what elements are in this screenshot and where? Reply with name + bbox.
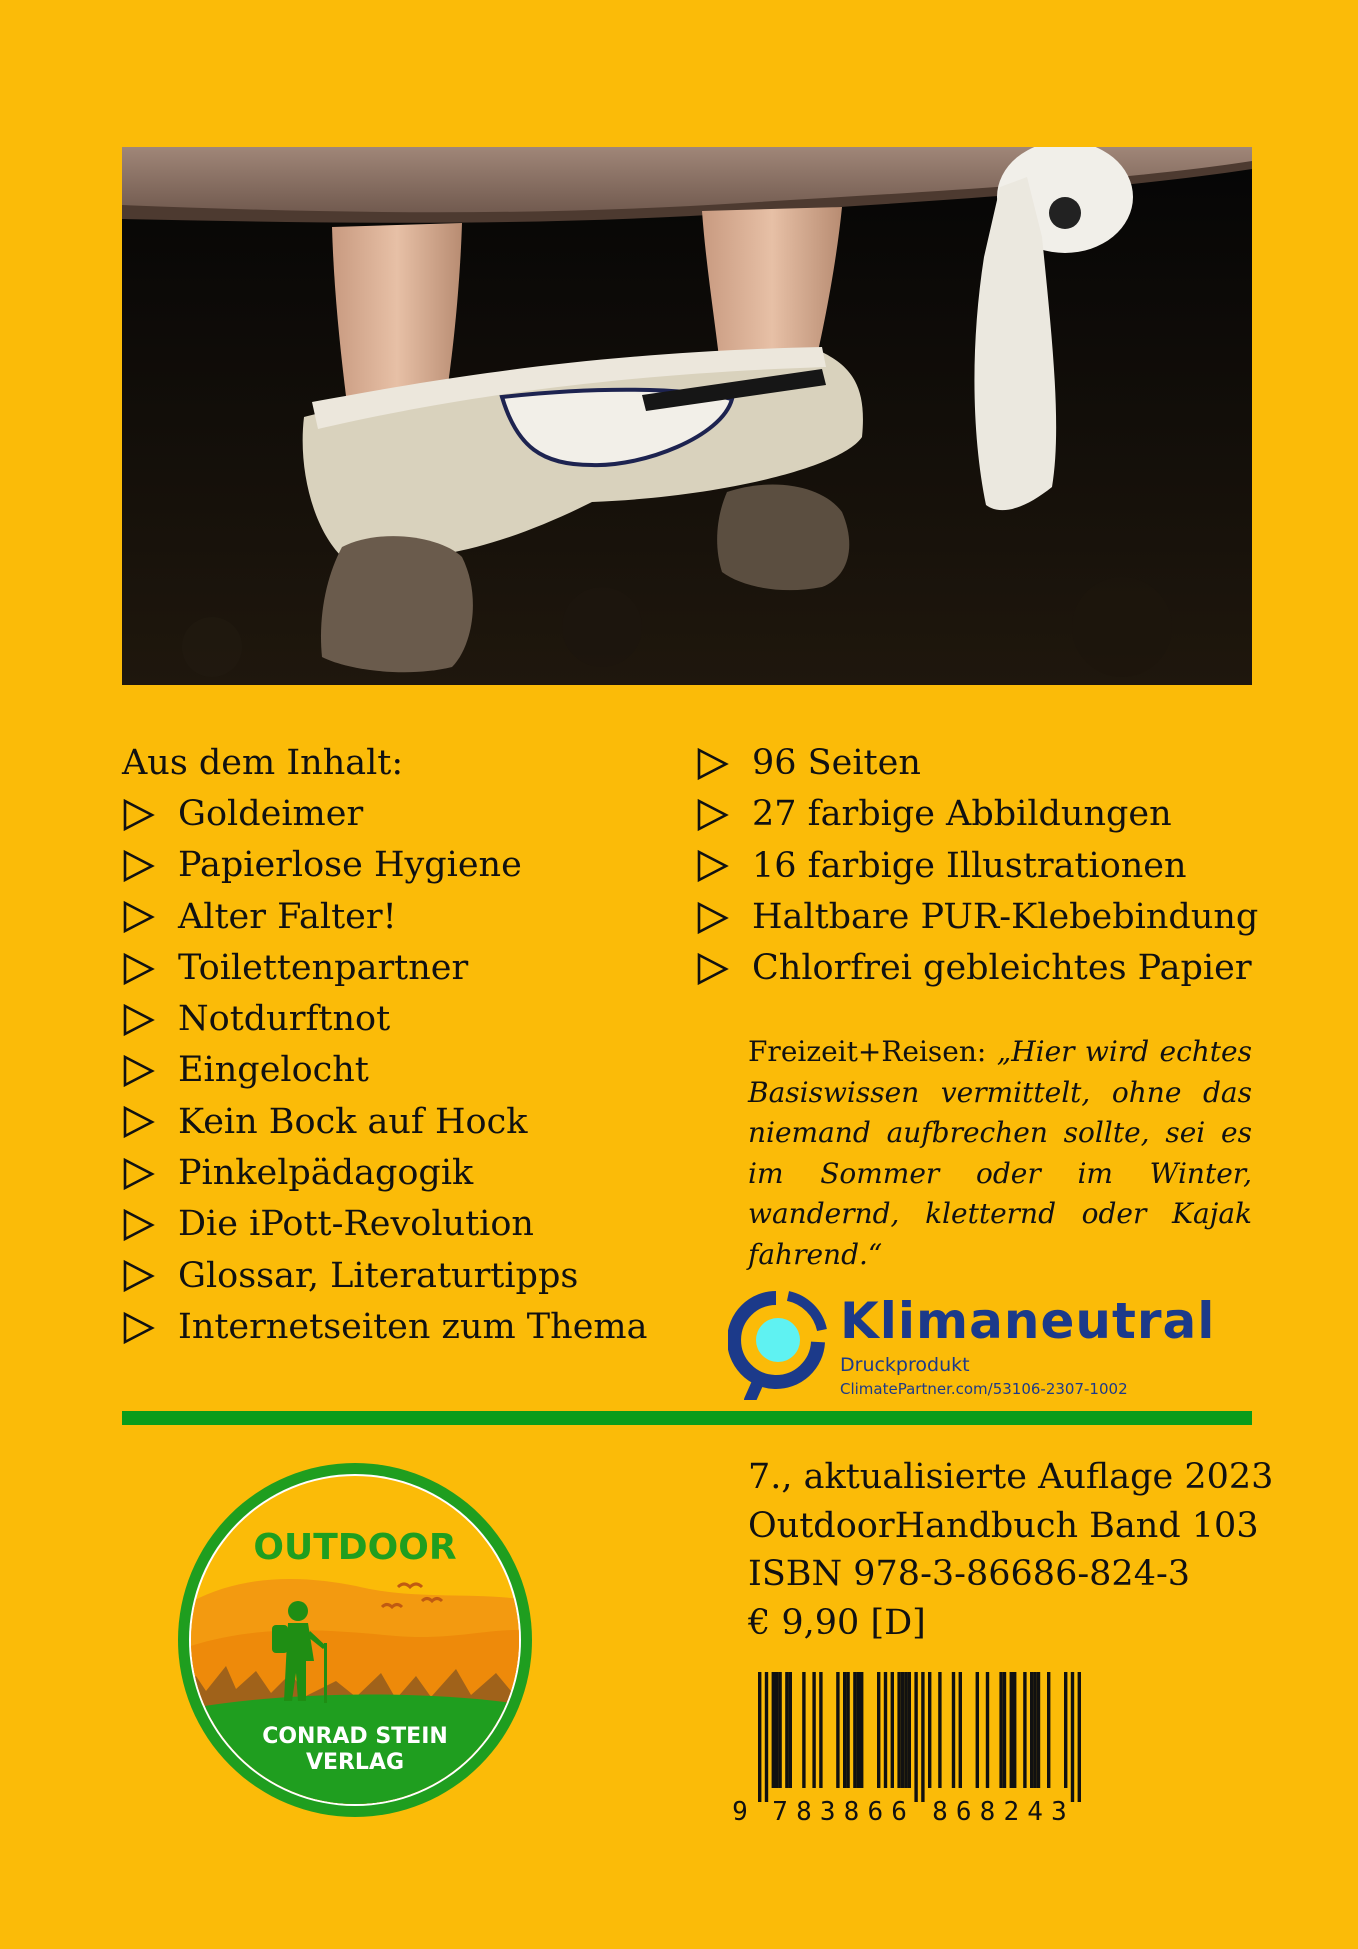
- triangle-bullet-icon: [696, 747, 730, 781]
- badge-publisher-line1: CONRAD STEIN: [262, 1724, 448, 1749]
- barcode-digit: 6: [867, 1797, 884, 1824]
- barcode-digit: 6: [891, 1797, 907, 1824]
- list-item-label: Glossar, Literaturtipps: [178, 1255, 579, 1296]
- barcode-bar: [877, 1672, 880, 1788]
- list-item: [122, 943, 682, 994]
- barcode-digit: 9: [732, 1797, 748, 1824]
- barcode-bar: [765, 1672, 768, 1802]
- barcode-bar: [952, 1672, 955, 1788]
- barcode-bar: [843, 1672, 846, 1788]
- triangle-bullet-icon: [122, 1054, 156, 1088]
- barcode-digit: 8: [843, 1797, 860, 1824]
- barcode-bar: [1033, 1672, 1036, 1788]
- features-items: [696, 738, 1276, 994]
- triangle-bullet-icon: [696, 849, 730, 883]
- quote-text: „Hier wird echtes Basiswissen vermittelt, ohne das niemand aufbrechen sollte, sei es im Sommer oder im Winter, wandernd, kletternd oder Kajak fahrend.“: [748, 1035, 1252, 1271]
- barcode-bar: [819, 1672, 822, 1788]
- list-item-label: Pinkelpädagogik: [178, 1153, 474, 1194]
- contents-items: [122, 789, 682, 1353]
- barcode-digit: 4: [1027, 1797, 1043, 1824]
- climate-partner-icon: [728, 1290, 828, 1400]
- badge-publisher-line2: VERLAG: [305, 1750, 405, 1775]
- list-item: [122, 892, 682, 943]
- list-item-label: Alter Falter!: [178, 896, 397, 937]
- klimaneutral-subtitle: Druckprodukt: [840, 1354, 970, 1376]
- barcode-bar: [1037, 1672, 1040, 1788]
- barcode-bar: [785, 1672, 788, 1788]
- barcode-digit: 3: [819, 1797, 836, 1824]
- barcode-bar: [846, 1672, 849, 1788]
- list-item-label: Papierlose Hygiene: [178, 845, 522, 886]
- isbn-barcode: [732, 1672, 1142, 1824]
- list-item: [122, 789, 682, 840]
- list-item: [696, 841, 1276, 892]
- list-item-label: 16 farbige Illustrationen: [752, 845, 1187, 886]
- barcode-bar: [775, 1672, 778, 1788]
- barcode-digit: 8: [796, 1797, 812, 1824]
- list-item-label: 96 Seiten: [752, 743, 921, 783]
- triangle-bullet-icon: [122, 1208, 156, 1242]
- list-item: [122, 1045, 682, 1096]
- triangle-bullet-icon: [122, 849, 156, 883]
- barcode-bar: [758, 1672, 761, 1802]
- triangle-bullet-icon: [122, 1105, 156, 1139]
- barcode-digit: 2: [1003, 1797, 1020, 1824]
- cover-photo: [122, 147, 1252, 685]
- triangle-bullet-icon: [122, 798, 156, 832]
- klimaneutral-url: ClimatePartner.com/53106-2307-1002: [840, 1380, 1128, 1398]
- barcode-bar: [1078, 1672, 1081, 1802]
- list-item: [696, 789, 1276, 840]
- barcode-bar: [778, 1672, 781, 1788]
- isbn-text: ISBN 978-3-86686-824-3: [748, 1554, 1191, 1594]
- barcode-bar: [1023, 1672, 1026, 1788]
- contents-heading: Aus dem Inhalt:: [122, 743, 404, 783]
- barcode-bar: [986, 1672, 989, 1788]
- contents-list: [122, 738, 682, 1353]
- list-item-label: Eingelocht: [178, 1050, 369, 1091]
- list-item-label: Chlorfrei gebleichtes Papier: [752, 948, 1252, 989]
- publication-info: [748, 1453, 1274, 1647]
- barcode-digit: 3: [1051, 1797, 1067, 1824]
- barcode-bar: [1071, 1672, 1074, 1802]
- list-item-label: Goldeimer: [178, 794, 364, 834]
- barcode-bar: [802, 1672, 805, 1788]
- barcode-bar: [959, 1672, 962, 1788]
- barcode-digit: 8: [979, 1797, 996, 1824]
- barcode-bar: [857, 1672, 860, 1788]
- list-item: [122, 1251, 682, 1302]
- barcode-bar: [836, 1672, 839, 1788]
- list-item: [122, 840, 682, 891]
- barcode-bar: [812, 1672, 815, 1788]
- barcode-bar: [914, 1672, 917, 1802]
- barcode-bar: [999, 1672, 1002, 1788]
- triangle-bullet-icon: [122, 1003, 156, 1037]
- barcode-bar: [1003, 1672, 1006, 1788]
- barcode-bar: [904, 1672, 907, 1788]
- barcode-digit: 8: [932, 1797, 948, 1824]
- barcode-digit: 7: [772, 1797, 788, 1824]
- barcode-bar: [789, 1672, 792, 1788]
- barcode-bar: [891, 1672, 894, 1788]
- list-item: [122, 1302, 682, 1353]
- features-list: [696, 738, 1276, 994]
- list-item-label: Die iPott-Revolution: [178, 1204, 534, 1245]
- list-item: [122, 1199, 682, 1250]
- triangle-bullet-icon: [696, 952, 730, 986]
- badge-top-text: OUTDOOR: [253, 1527, 457, 1568]
- barcode-bar: [897, 1672, 900, 1788]
- barcode-bar: [901, 1672, 904, 1788]
- series-text: OutdoorHandbuch Band 103: [748, 1505, 1259, 1546]
- review-quote: [748, 1032, 1252, 1275]
- barcode-bar: [938, 1672, 941, 1788]
- barcode-bar: [1010, 1672, 1013, 1788]
- barcode-bar: [928, 1672, 931, 1788]
- barcode-bar: [976, 1672, 979, 1788]
- list-item-label: Kein Bock auf Hock: [178, 1101, 528, 1142]
- list-item: [122, 994, 682, 1045]
- triangle-bullet-icon: [696, 901, 730, 935]
- barcode-bar: [1030, 1672, 1033, 1788]
- barcode-bar: [772, 1672, 775, 1788]
- triangle-bullet-icon: [122, 1157, 156, 1191]
- barcode-bar: [860, 1672, 863, 1788]
- outdoor-badge: [176, 1461, 534, 1819]
- edition-text: 7., aktualisierte Auflage 2023: [748, 1457, 1274, 1497]
- barcode-bar: [1047, 1672, 1050, 1788]
- triangle-bullet-icon: [122, 1311, 156, 1345]
- list-item: [696, 738, 1276, 789]
- barcode-bar: [853, 1672, 856, 1788]
- list-item-label: Haltbare PUR-Klebebindung: [752, 896, 1259, 937]
- triangle-bullet-icon: [122, 900, 156, 934]
- list-item: [696, 892, 1276, 943]
- barcode-bar: [884, 1672, 887, 1788]
- triangle-bullet-icon: [122, 952, 156, 986]
- quote-source: Freizeit+Reisen:: [748, 1035, 987, 1068]
- barcode-digit: 6: [955, 1797, 972, 1824]
- divider: [122, 1411, 1252, 1425]
- barcode-bar: [1013, 1672, 1016, 1788]
- klimaneutral-logo: [728, 1290, 1248, 1400]
- klimaneutral-title: Klimaneutral: [840, 1292, 1216, 1350]
- list-item-label: Internetseiten zum Thema: [178, 1306, 648, 1347]
- triangle-bullet-icon: [696, 798, 730, 832]
- barcode-bar: [908, 1672, 911, 1788]
- price-text: € 9,90 [D]: [748, 1602, 926, 1643]
- list-item: [122, 1097, 682, 1148]
- list-item: [122, 1148, 682, 1199]
- list-item: [696, 943, 1276, 994]
- barcode-bar: [921, 1672, 924, 1802]
- triangle-bullet-icon: [122, 1259, 156, 1293]
- list-item-label: Notdurftnot: [178, 999, 391, 1040]
- list-item-label: 27 farbige Abbildungen: [752, 794, 1172, 835]
- list-item-label: Toilettenpartner: [178, 947, 469, 988]
- barcode-bar: [1064, 1672, 1067, 1788]
